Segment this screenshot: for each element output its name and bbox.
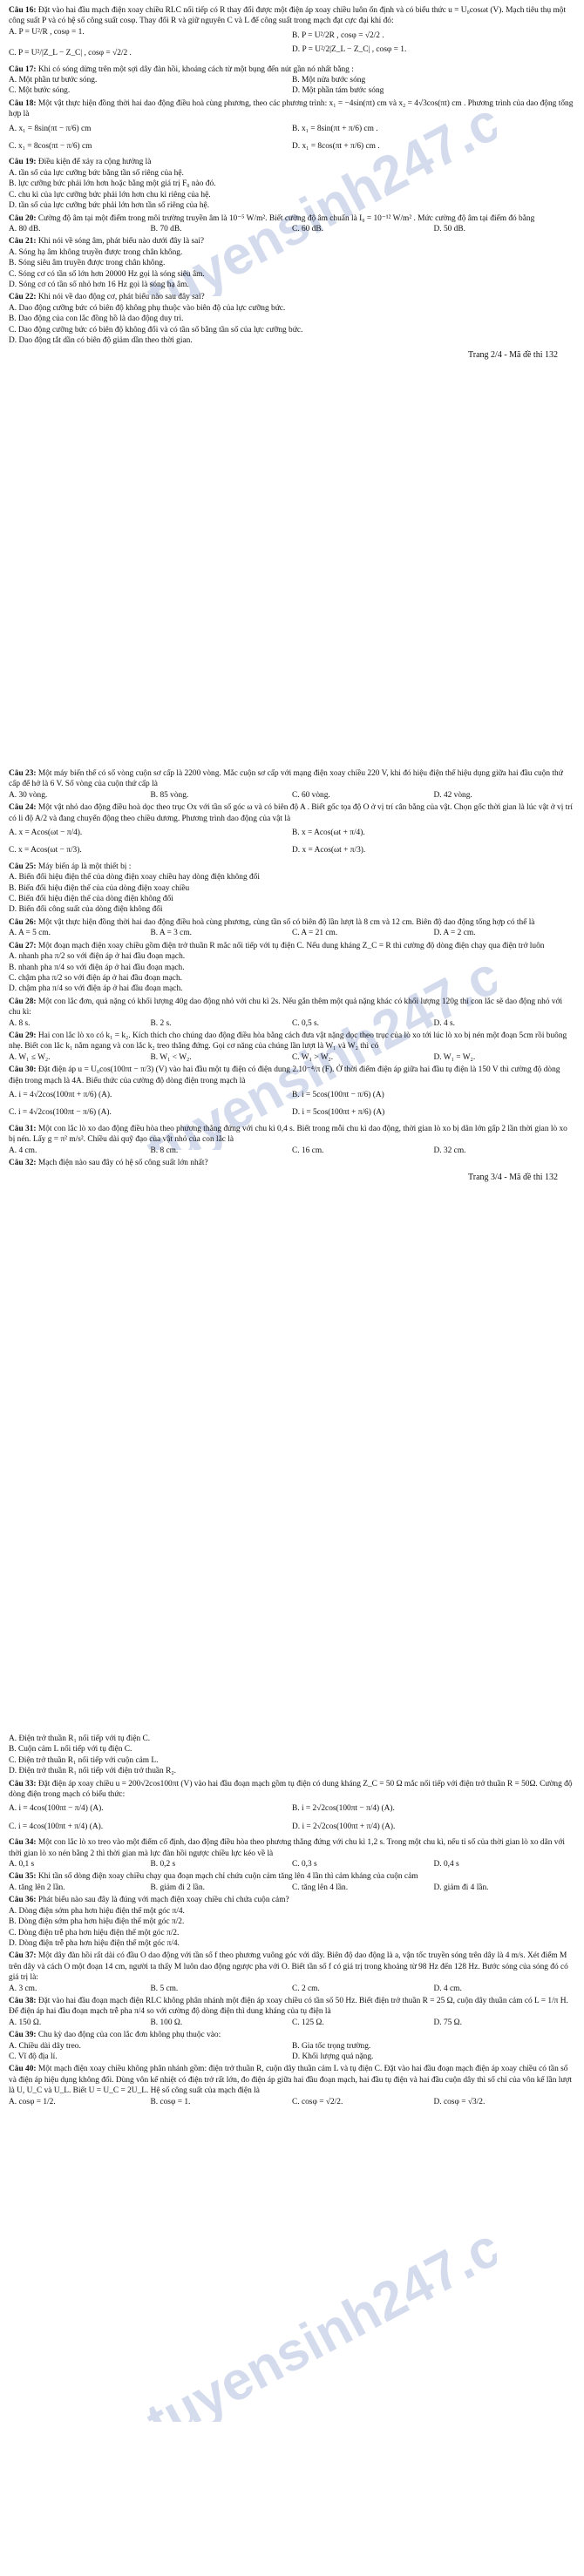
question-text: Một mạch điện xoay chiều không phân nhánh gồm: điện trở thuần R, cuộn dây thuần cảm L và tụ điện C. Đặt vào hai đầu đoạn mạch điện áp xoay chiều có tần số và điện áp hiệu dụng không đổi. Dùng vôn kế nhiệt có điện trở rất lớn, đo điện áp giữa hai đầu đoạn mạch, hai đầu tụ điện và hai đầu cuộn dây thì số chỉ của vôn kế lần lượt là U, U_C và U_L. Biết U = U_C = 2U_L. Hệ số công suất của mạch điện là bbox=[9, 2065, 572, 2096]
option-text: B. Một nửa bước sóng bbox=[292, 76, 366, 85]
question-text: Khi tần số dòng điện xoay chiều chạy qua đoạn mạch chỉ chứa cuộn cảm tăng lên 4 lần thì cảm kháng của cuộn cảm bbox=[37, 1872, 418, 1882]
option-text: D. 32 cm. bbox=[433, 1146, 466, 1155]
option-list bbox=[9, 1052, 575, 1063]
question-number: Câu 30: bbox=[9, 1065, 37, 1075]
question-q25 bbox=[9, 862, 575, 872]
option-text: D. W₁ = W₂. bbox=[433, 1052, 476, 1062]
option-list bbox=[9, 1984, 575, 1994]
question-text: Hai con lắc lò xo có k₁ = k₂. Kích thích cho chúng dao động điều hòa bằng cách đưa vật nặng dọc theo trục của lò xo tới lúc lò xo bị nén một đoạn 5cm rồi buông nhẹ. Biết con lắc k₁ nằm ngang và con lắc k₂ treo thẳng đứng. Gọi cơ năng của chúng lần lượt là W₁ và W₂ thì có bbox=[9, 1031, 567, 1051]
option-list bbox=[9, 1906, 575, 1950]
option-text: D. Dòng điện trễ pha hơn hiệu điện thế một góc π/4. bbox=[9, 1938, 180, 1948]
option-text: D. 4 s. bbox=[433, 1018, 455, 1028]
option-text: A. 8 s. bbox=[9, 1018, 31, 1028]
option-text: A. nhanh pha π/2 so với điện áp ở hai đầu đoạn mạch. bbox=[9, 952, 186, 962]
option-text: A. Chiều dài dây treo. bbox=[9, 2041, 81, 2051]
option-text: D. chậm pha π/4 so với điện áp ở hai đầu đoạn mạch. bbox=[9, 984, 183, 994]
question-number: Câu 35: bbox=[9, 1872, 37, 1882]
question-block bbox=[0, 1734, 584, 2107]
option-list bbox=[9, 224, 575, 234]
option-text: D. 0,4 s bbox=[433, 1860, 459, 1869]
option-text: D. x₁ = 8cos(πt + π/6) cm . bbox=[292, 142, 380, 152]
option-text: C. Một bước sóng. bbox=[9, 86, 71, 96]
option-text: A. Điện trở thuần R₁ nối tiếp với tụ điện C. bbox=[9, 1734, 151, 1743]
option-list bbox=[9, 1018, 575, 1029]
question-q16 bbox=[9, 5, 575, 27]
option-text: B. cosφ = 1. bbox=[150, 2097, 191, 2106]
question-number: Câu 37: bbox=[9, 1951, 37, 1961]
question-q40 bbox=[9, 2064, 575, 2096]
option-text: C. P = U²/|Z_L − Z_C| , cosφ = √2/2 . bbox=[9, 49, 132, 58]
option-list bbox=[9, 928, 575, 938]
page-footer: Trang 2/4 - Mã đề thi 132 bbox=[468, 350, 558, 361]
question-text: Điều kiện để xảy ra cộng hưởng là bbox=[37, 158, 152, 167]
option-text: B. 85 vòng. bbox=[150, 790, 189, 800]
question-text: Một đoạn mạch điện xoay chiều gồm điện trở thuần R mắc nối tiếp với tụ điện C. Nếu dung kháng Z_C = R thì cường độ dòng điện chạy qua điện trở luôn bbox=[37, 941, 545, 950]
option-text: B. lực cưỡng bức phải lớn hơn hoặc bằng một giá trị F₀ nào đó. bbox=[9, 179, 216, 189]
option-text: C. Dao động cưỡng bức có biên độ không đổi và có tần số bằng tần số của lực cưỡng bức. bbox=[9, 325, 303, 335]
question-q32 bbox=[9, 1158, 575, 1168]
question-q17 bbox=[9, 64, 575, 75]
question-text: Đặt vào hai đầu đoạn mạch điện RLC không phân nhánh một điện áp xoay chiều có tần số 50 Hz. Biết điện trở thuần R = 25 Ω, cuộn dây thuần cảm có L = 1/π H. Để điện áp hai đầu đoạn mạch trễ pha π/4 so với cường độ dòng điện thì dung kháng của tụ điện là bbox=[9, 1996, 568, 2017]
option-text: B. W₁ < W₂. bbox=[150, 1052, 192, 1062]
question-number: Câu 25: bbox=[9, 862, 37, 871]
page-footer: Trang 3/4 - Mã đề thi 132 bbox=[468, 1173, 558, 1183]
question-q22 bbox=[9, 292, 575, 302]
question-text: Đặt vào hai đầu mạch điện xoay chiều RLC nối tiếp có R thay đổi được một điện áp xoay chiều luôn ổn định và có biểu thức u = U₀cosωt (V). Mạch tiêu thụ một công suất P và có hệ số công suất cosφ. Thay đổi R và giữ nguyên C và L để công suất trong mạch đạt cực đại khi đó: bbox=[9, 6, 567, 26]
option-text: D. Điện trở thuần R₁ nối tiếp với điện trở thuần R₂. bbox=[9, 1767, 176, 1776]
option-text: A. 30 vòng. bbox=[9, 790, 48, 800]
option-text: C. i = 4cos(100πt + π/4) (A). bbox=[9, 1822, 104, 1831]
question-number: Câu 24: bbox=[9, 803, 37, 813]
option-text: A. 150 Ω. bbox=[9, 2018, 42, 2027]
question-number: Câu 26: bbox=[9, 917, 37, 927]
option-list bbox=[9, 872, 575, 916]
question-text: Một con lắc đơn, quả nặng có khối lượng 40g dao động nhỏ với chu kì 2s. Nếu gắn thêm một quả nặng khác có khối lượng 120g thì con lắc sẽ dao động nhỏ với chu kì: bbox=[9, 997, 563, 1018]
question-q18 bbox=[9, 98, 575, 120]
question-number: Câu 27: bbox=[9, 941, 37, 950]
option-text: A. W₁ ≤ W₂. bbox=[9, 1052, 51, 1062]
option-text: D. 75 Ω. bbox=[433, 2018, 462, 2027]
option-text: B. 5 cm. bbox=[150, 1984, 179, 1993]
option-text: A. Một phần tư bước sóng. bbox=[9, 76, 98, 85]
option-text: B. nhanh pha π/4 so với điện áp ở hai đầu đoạn mạch. bbox=[9, 963, 185, 972]
option-text: B. 0,2 s bbox=[150, 1860, 176, 1869]
option-text: C. tăng lên 4 lần. bbox=[292, 1883, 349, 1892]
question-text: Một con lắc lò xo treo vào một điểm cố định, dao động điều hòa theo phương thẳng đứng với chu kì 1,2 s. Trong một chu kì, nếu tỉ số của thời gian lò xo dãn với thời gian lò xo nén bằng 2 thì thời gian mà lực đàn hồi ngược chiều lực kéo về là bbox=[9, 1838, 565, 1858]
option-list bbox=[9, 2041, 575, 2063]
option-text: C. Biến đổi hiệu điện thế của dòng điện không đổi bbox=[9, 895, 173, 904]
svg-text:tuyensinh247.com: tuyensinh247.com bbox=[137, 2179, 497, 2422]
option-text: B. Dao động của con lắc đồng hồ là dao động duy trì. bbox=[9, 314, 184, 324]
option-text: D. tần số của lực cưỡng bức phải lớn hơn tần số riêng của hệ. bbox=[9, 201, 210, 211]
option-text: C. 125 Ω. bbox=[292, 2018, 324, 2027]
question-text: Phát biểu nào sau đây là đúng với mạch điện xoay chiều chỉ chứa cuộn cảm? bbox=[37, 1896, 289, 1905]
question-number: Câu 32: bbox=[9, 1159, 37, 1167]
question-number: Câu 28: bbox=[9, 997, 37, 1006]
option-text: A. 80 dB. bbox=[9, 224, 41, 233]
option-list bbox=[9, 303, 575, 347]
question-text: Cường độ âm tại một điểm trong môi trường truyền âm là 10⁻⁵ W/m². Biết cường độ âm chuẩn là I₀ = 10⁻¹² W/m² . Mức cường độ âm tại điểm đó bằng bbox=[37, 213, 535, 223]
option-text: A. Dao động cưỡng bức có biên độ không phụ thuộc vào biên độ của lực cưỡng bức. bbox=[9, 303, 286, 313]
option-list bbox=[9, 790, 575, 801]
question-text: Một máy biến thế có số vòng cuộn sơ cấp là 2200 vòng. Mắc cuộn sơ cấp với mạng điện xoay chiều 220 V, khi đó hiệu điện thế hiệu dụng giữa hai đầu cuộn thứ cấp để hở là 6 V. Số vòng của cuộn thứ cấp là bbox=[9, 769, 563, 789]
question-number: Câu 38: bbox=[9, 1996, 37, 2005]
option-list bbox=[9, 2018, 575, 2028]
option-text: C. 0,5 s. bbox=[292, 1018, 319, 1028]
svg-text:tuyensinh247.com: tuyensinh247.com bbox=[137, 907, 497, 1150]
option-list bbox=[9, 120, 575, 156]
question-q33 bbox=[9, 1779, 575, 1801]
option-text: C. x = Acos(ωt − π/3). bbox=[9, 846, 82, 855]
option-text: A. Sóng hạ âm không truyền được trong chân không. bbox=[9, 247, 183, 257]
option-text: A. x = Acos(ωt − π/4). bbox=[9, 828, 83, 838]
option-text: D. 50 dB. bbox=[433, 224, 465, 233]
option-text: C. 60 vòng. bbox=[292, 790, 330, 800]
option-list bbox=[9, 951, 575, 995]
option-text: A. tăng lên 2 lần. bbox=[9, 1883, 65, 1892]
option-text: D. giảm đi 4 lần. bbox=[433, 1883, 489, 1892]
option-text: B. 100 Ω. bbox=[150, 2018, 183, 2027]
question-text: Khi nói về sóng âm, phát biểu nào dưới đây là sai? bbox=[37, 237, 205, 247]
option-text: D. cosφ = √3/2. bbox=[433, 2097, 486, 2106]
option-text: C. cosφ = √2/2. bbox=[292, 2097, 343, 2106]
option-text: C. W₁ > W₂. bbox=[292, 1052, 334, 1062]
option-text: C. i = 4√2cos(100πt − π/6) (A). bbox=[9, 1108, 112, 1118]
option-text: B. 8 cm. bbox=[150, 1146, 179, 1155]
question-text: Đặt điện áp xoay chiều u = 200√2cos100πt (V) vào hai đầu đoạn mạch gồm tụ điện có dung kháng Z_C = 50 Ω mắc nối tiếp với điện trở thuần R = 50Ω. Cường độ dòng điện trong mạch có biểu thức: bbox=[9, 1779, 573, 1800]
question-block bbox=[0, 768, 584, 1184]
question-text: Đặt điện áp u = U₀cos(100πt − π/3) (V) vào hai đầu một tụ điện có điện dung 2.10⁻⁴/π (F). Ở thời điểm điện áp giữa hai đầu tụ điện là 150 V thì cường độ dòng điện trong mạch là 4A. Biểu thức của cường độ dòng điện trong mạch là bbox=[9, 1065, 560, 1085]
question-text: Máy biến áp là một thiết bị : bbox=[37, 862, 132, 871]
option-text: A. A = 5 cm. bbox=[9, 929, 51, 938]
question-number: Câu 17: bbox=[9, 64, 37, 74]
option-text: B. x = Acos(ωt + π/4). bbox=[292, 828, 365, 838]
option-text: B. x₁ = 8sin(πt + π/6) cm . bbox=[292, 124, 378, 133]
option-text: D. P = U²/2|Z_L − Z_C| , cosφ = 1. bbox=[292, 45, 407, 55]
option-text: D. Dao động tắt dần có biên độ giảm dần theo thời gian. bbox=[9, 335, 193, 345]
option-text: A. 3 cm. bbox=[9, 1984, 37, 1993]
question-text: Một dây đàn hồi rất dài có đầu O dao động với tần số f theo phương vuông góc với dây. Biên độ dao động là a, vận tốc truyền sóng trên dây là 4 m/s. Xét điểm M trên dây và cách O một đoạn 14 cm, người ta thấy M luôn dao động ngược pha với O. Biết tần số f có giá trị trong khoảng từ 98 Hz đến 128 Hz. Bước sóng của sóng đó có giá trị là: bbox=[9, 1951, 568, 1983]
option-text: D. Một phần tám bước sóng bbox=[292, 86, 384, 96]
option-text: C. A = 21 cm. bbox=[292, 929, 338, 938]
question-text: Khi có sóng dừng trên một sợi dây đàn hồi, khoảng cách từ một bụng đến nút gần nó nhất bằng : bbox=[37, 64, 354, 74]
question-number: Câu 33: bbox=[9, 1779, 37, 1788]
option-text: A. 0,1 s bbox=[9, 1860, 35, 1869]
option-text: D. 42 vòng. bbox=[433, 790, 472, 800]
option-text: B. 2 s. bbox=[150, 1018, 172, 1028]
question-q30 bbox=[9, 1065, 575, 1086]
question-q39 bbox=[9, 2030, 575, 2040]
question-number: Câu 21: bbox=[9, 237, 37, 247]
option-text: D. 4 cm. bbox=[433, 1984, 462, 1993]
option-text: A. x₁ = 8sin(πt − π/6) cm bbox=[9, 124, 92, 133]
option-text: D. A = 2 cm. bbox=[433, 929, 476, 938]
option-text: D. Biến đổi công suất của dòng điện không đổi bbox=[9, 905, 163, 915]
question-text: Chu kỳ dao động của con lắc đơn không phụ thuộc vào: bbox=[37, 2031, 221, 2040]
option-text: A. Dòng điện sớm pha hơn hiệu điện thế một góc π/4. bbox=[9, 1906, 185, 1916]
option-text: A. P = U²/R , cosφ = 1. bbox=[9, 27, 85, 37]
question-number: Câu 18: bbox=[9, 98, 37, 108]
option-text: D. i = 2√2cos(100πt + π/4) (A). bbox=[292, 1822, 396, 1831]
question-number: Câu 19: bbox=[9, 158, 37, 167]
option-text: A. Biến đổi hiệu điện thế của dòng điện xoay chiều hay dòng điện không đổi bbox=[9, 873, 260, 882]
option-text: C. Sóng cơ có tần số lớn hơn 20000 Hz gọi là sóng siêu âm. bbox=[9, 269, 205, 279]
option-text: D. Sóng cơ có tần số nhỏ hơn 16 Hz gọi là sóng hạ âm. bbox=[9, 280, 189, 289]
question-number: Câu 16: bbox=[9, 6, 37, 15]
option-text: C. x₁ = 8cos(πt − π/6) cm bbox=[9, 142, 92, 152]
option-text: C. Dòng điện trễ pha hơn hiệu điện thế một góc π/2. bbox=[9, 1928, 180, 1937]
option-text: B. Biến đổi hiệu điện thế của của dòng điện xoay chiều bbox=[9, 883, 190, 893]
option-list bbox=[9, 1859, 575, 1869]
exam-page-3 bbox=[0, 767, 584, 1525]
question-q26 bbox=[9, 917, 575, 928]
exam-page-4 bbox=[0, 1734, 584, 2570]
option-text: C. 60 dB. bbox=[292, 224, 323, 233]
option-text: B. i = 2√2cos(100πt − π/4) (A). bbox=[292, 1804, 395, 1814]
question-q37 bbox=[9, 1951, 575, 1983]
question-text: Một vật thực hiện đồng thời hai dao động điều hoà cùng phương, theo các phương trình: x₁ = −4sin(πt) cm và x₂ = 4√3cos(πt) cm . Phương trình của dao động tổng hợp là bbox=[9, 98, 574, 119]
option-text: B. A = 3 cm. bbox=[150, 929, 192, 938]
question-text: Một vật thực hiện đồng thời hai dao động điều hoà cùng phương, cùng tần số có biên độ lần lượt là 8 cm và 12 cm. Biên độ dao động tổng hợp có thể là bbox=[37, 917, 535, 927]
option-list bbox=[9, 824, 575, 860]
question-number: Câu 23: bbox=[9, 769, 37, 778]
option-list bbox=[9, 27, 575, 63]
question-q21 bbox=[9, 236, 575, 247]
option-list bbox=[9, 1734, 575, 1777]
option-text: B. Gia tốc trọng trường. bbox=[292, 2041, 371, 2051]
option-text: B. 70 dB. bbox=[150, 224, 182, 233]
option-list bbox=[9, 2097, 575, 2107]
option-list bbox=[9, 1086, 575, 1122]
question-number: Câu 20: bbox=[9, 213, 37, 223]
option-list bbox=[9, 168, 575, 212]
option-text: A. 4 cm. bbox=[9, 1146, 37, 1155]
option-text: C. 16 cm. bbox=[292, 1146, 324, 1155]
question-number: Câu 29: bbox=[9, 1031, 37, 1040]
option-text: B. i = 5cos(100πt − π/6) (A) bbox=[292, 1090, 384, 1099]
question-q35 bbox=[9, 1871, 575, 1882]
option-list bbox=[9, 1800, 575, 1836]
option-text: A. tần số của lực cưỡng bức bằng tần số riêng của hệ. bbox=[9, 168, 184, 178]
question-number: Câu 40: bbox=[9, 2065, 37, 2074]
option-list bbox=[9, 1883, 575, 1893]
question-block bbox=[0, 5, 584, 362]
question-number: Câu 34: bbox=[9, 1838, 37, 1848]
option-list bbox=[9, 75, 575, 97]
option-text: A. i = 4√2cos(100πt + π/6) (A). bbox=[9, 1090, 112, 1099]
question-number: Câu 22: bbox=[9, 293, 37, 302]
svg-text:tuyensinh247.com: tuyensinh247.com bbox=[137, 53, 497, 296]
question-q19 bbox=[9, 157, 575, 167]
question-text: Mạch điện nào sau đây có hệ số công suất lớn nhất? bbox=[37, 1159, 208, 1167]
question-q28 bbox=[9, 997, 575, 1018]
exam-page-2 bbox=[0, 3, 584, 639]
option-list bbox=[9, 1146, 575, 1156]
option-text: C. 2 cm. bbox=[292, 1984, 320, 1993]
question-number: Câu 39: bbox=[9, 2031, 37, 2040]
option-text: A. cosφ = 1/2. bbox=[9, 2097, 56, 2106]
question-q38 bbox=[9, 1996, 575, 2018]
question-text: Khi nói về dao động cơ, phát biểu nào sau đây sai? bbox=[37, 293, 205, 302]
option-text: C. chậm pha π/2 so với điện áp ở hai đầu đoạn mạch. bbox=[9, 973, 182, 983]
question-q20 bbox=[9, 213, 575, 224]
option-text: A. i = 4cos(100πt − π/4) (A). bbox=[9, 1804, 104, 1814]
option-list bbox=[9, 247, 575, 291]
option-text: D. Khối lượng quả nặng. bbox=[292, 2052, 374, 2061]
question-number: Câu 36: bbox=[9, 1896, 37, 1905]
option-text: C. Điện trở thuần R₁ nối tiếp với cuộn cảm L. bbox=[9, 1755, 159, 1765]
option-text: C. Vĩ độ địa lí. bbox=[9, 2052, 58, 2061]
option-text: C. 0,3 s bbox=[292, 1860, 317, 1869]
question-q29 bbox=[9, 1031, 575, 1052]
option-text: B. Cuộn cảm L nối tiếp với tụ điện C. bbox=[9, 1745, 132, 1755]
option-text: B. giảm đi 2 lần. bbox=[150, 1883, 205, 1892]
question-q36 bbox=[9, 1895, 575, 1905]
option-text: D. x = Acos(ωt + π/3). bbox=[292, 846, 366, 855]
question-q34 bbox=[9, 1837, 575, 1859]
option-text: D. i = 5cos(100πt + π/6) (A) bbox=[292, 1108, 385, 1118]
question-text: Một con lắc lò xo dao động điều hòa theo phương thẳng đứng với chu kì 0,4 s. Biết trong mỗi chu kì dao động, thời gian lò xo bị dãn lớn gấp 2 lần thời gian lò xo bị nén. Lấy g = π² m/s². Chiều dài quỹ đạo của vật nhỏ của con lắc là bbox=[9, 1124, 567, 1145]
question-q27 bbox=[9, 941, 575, 951]
option-text: B. P = U²/2R , cosφ = √2/2 . bbox=[292, 30, 384, 40]
question-number: Câu 31: bbox=[9, 1124, 37, 1133]
question-q23 bbox=[9, 768, 575, 790]
question-q24 bbox=[9, 802, 575, 824]
question-text: Một vật nhỏ dao động điều hoà dọc theo trục Ox với tần số góc ω và có biên độ A . Biết gốc tọa độ O ở vị trí cân bằng của vật. Chọn gốc thời gian là lúc vật ở vị trí có li độ A/2 và đang chuyển động theo chiều dương. Phương trình dao động của vật là bbox=[9, 803, 573, 823]
option-text: C. chu kì của lực cưỡng bức phải lớn hơn chu kì riêng của hệ. bbox=[9, 190, 211, 199]
option-text: B. Dòng điện sớm pha hơn hiệu điện thế một góc π/2. bbox=[9, 1917, 185, 1927]
option-text: B. Sóng siêu âm truyền được trong chân không. bbox=[9, 259, 166, 268]
question-q31 bbox=[9, 1124, 575, 1146]
